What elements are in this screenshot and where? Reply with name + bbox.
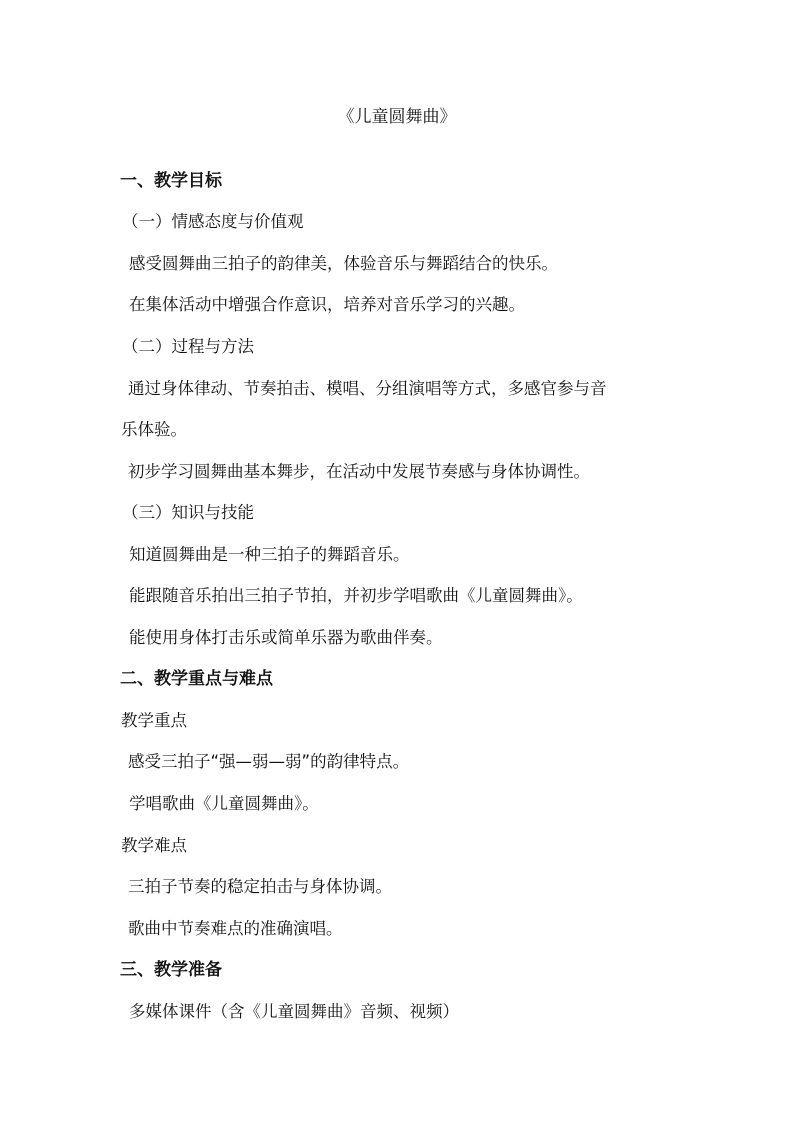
- document-title: 《儿童圆舞曲》: [337, 107, 457, 127]
- paragraph: 通过身体律动、节奏拍击、模唱、分组演唱等方式，多感官参与音: [128, 379, 607, 398]
- paragraph: 感受三拍子“强—弱—弱”的韵律特点。: [128, 752, 410, 771]
- subheading-process: （二）过程与方法: [122, 337, 254, 356]
- subheading-emotion: （一）情感态度与价值观: [122, 212, 304, 231]
- label-difficult-points: 教学难点: [121, 836, 187, 855]
- section-heading-preparation: 三、教学准备: [120, 960, 222, 980]
- paragraph: 知道圆舞曲是一种三拍子的舞蹈音乐。: [129, 545, 410, 564]
- paragraph: 三拍子节奏的稳定拍击与身体协调。: [128, 877, 392, 896]
- label-key-points: 教学重点: [121, 711, 187, 730]
- paragraph: 歌曲中节奏难点的准确演唱。: [128, 919, 343, 938]
- paragraph: 在集体活动中增强合作意识，培养对音乐学习的兴趣。: [129, 295, 525, 314]
- paragraph: 感受圆舞曲三拍子的韵律美，体验音乐与舞蹈结合的快乐。: [129, 254, 558, 273]
- paragraph: 多媒体课件（含《儿童圆舞曲》音频、视频）: [129, 1002, 459, 1021]
- section-heading-goals: 一、教学目标: [120, 171, 222, 191]
- section-heading-keypoints: 二、教学重点与难点: [120, 669, 273, 689]
- paragraph: 学唱歌曲《儿童圆舞曲》。: [129, 794, 319, 813]
- paragraph: 能跟随音乐拍出三拍子节拍，并初步学唱歌曲《儿童圆舞曲》。: [129, 586, 583, 605]
- paragraph: 能使用身体打击乐或简单乐器为歌曲伴奏。: [129, 628, 443, 647]
- paragraph: 初步学习圆舞曲基本舞步，在活动中发展节奏感与身体协调性。: [128, 462, 590, 481]
- subheading-knowledge: （三）知识与技能: [122, 503, 254, 522]
- paragraph-continuation: 乐体验。: [121, 420, 187, 439]
